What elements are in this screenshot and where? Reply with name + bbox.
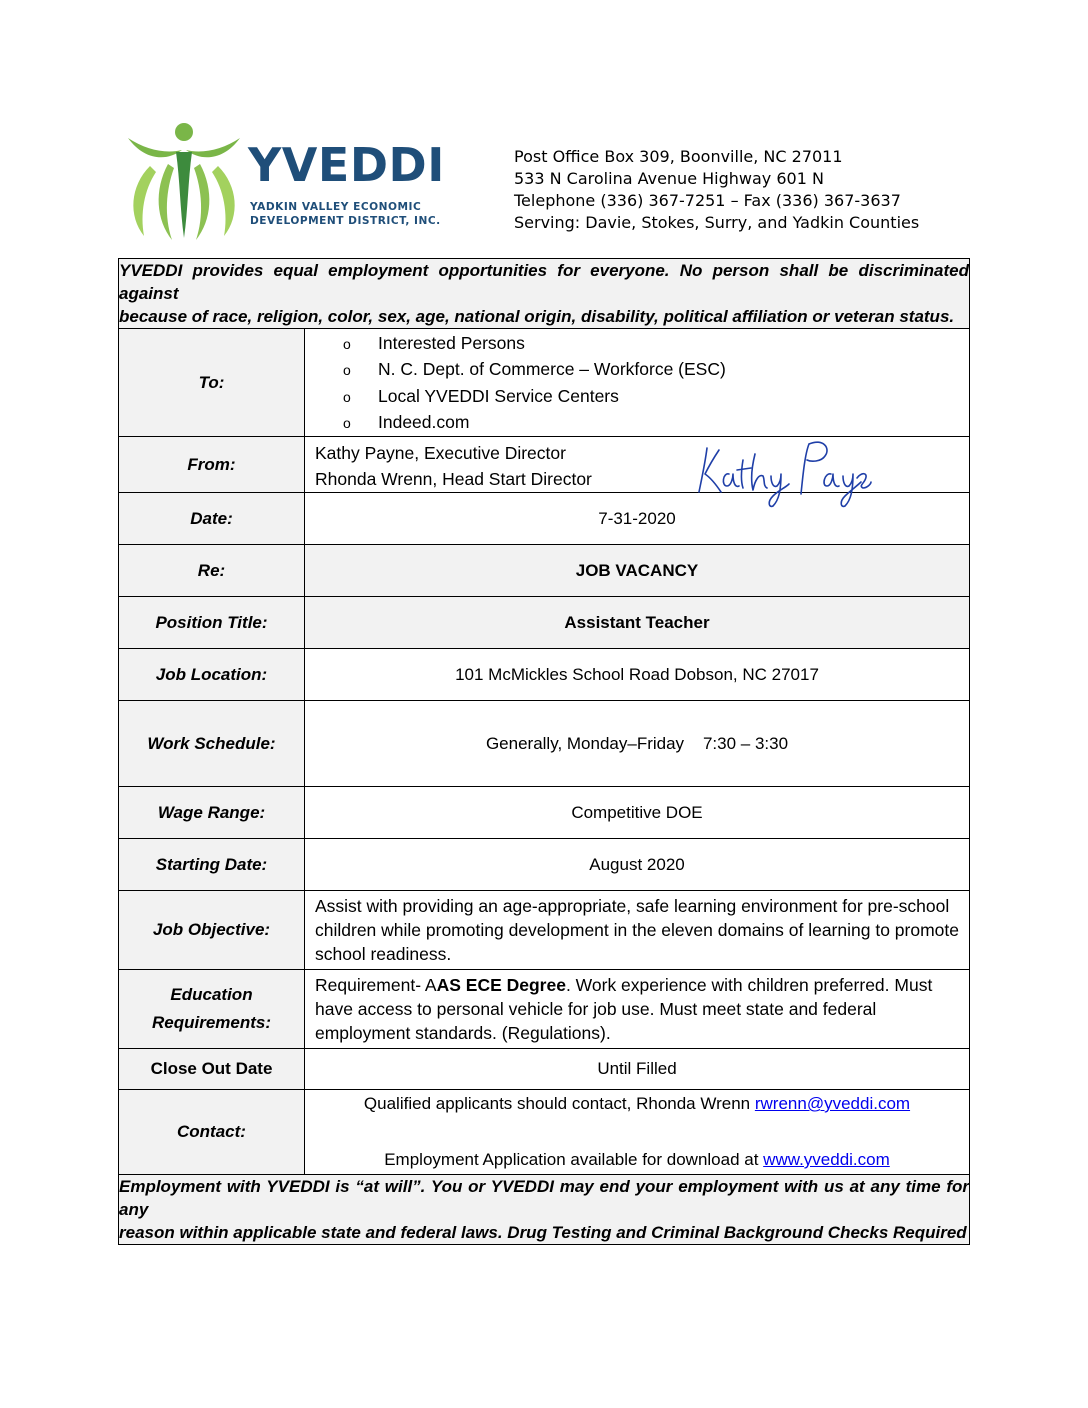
bullet-icon: o xyxy=(343,388,351,405)
contact-spacer xyxy=(305,1118,969,1146)
table-row xyxy=(119,437,970,493)
recipient: Local YVEDDI Service Centers xyxy=(378,385,619,406)
bullet-icon: o xyxy=(343,335,351,352)
education-label xyxy=(119,970,305,1049)
close-out-label: Close Out Date xyxy=(119,1049,305,1090)
contact-text: Qualified applicants should contact, Rhonda Wrenn xyxy=(363,1094,755,1113)
table-row xyxy=(119,787,970,839)
vacancy-table xyxy=(118,258,970,1245)
address-line: Telephone (336) 367-7251 – Fax (336) 367-3637 xyxy=(514,191,901,210)
re-label: Re: xyxy=(119,545,305,597)
from-line: Kathy Payne, Executive Director xyxy=(315,442,566,463)
job-location-label: Job Location: xyxy=(119,649,305,701)
table-row xyxy=(119,839,970,891)
list-item xyxy=(343,356,969,383)
contact-line xyxy=(305,1090,969,1118)
logo-subtitle-line: YADKIN VALLEY ECONOMIC xyxy=(250,201,422,213)
list-item xyxy=(343,330,969,357)
table-row xyxy=(119,701,970,787)
contact-text: Employment Application available for download at xyxy=(384,1150,764,1169)
address-block xyxy=(514,146,919,234)
re-value: JOB VACANCY xyxy=(305,545,970,597)
at-will-notice xyxy=(119,1175,970,1245)
address-line: 533 N Carolina Avenue Highway 601 N xyxy=(514,169,824,188)
eeo-notice xyxy=(119,259,970,329)
recipient: N. C. Dept. of Commerce – Workforce (ESC) xyxy=(378,359,726,379)
notice-line: because of race, religion, color, sex, age, national origin, disability, political affiliation or veteran status. xyxy=(119,307,955,326)
recipient: Interested Persons xyxy=(378,332,525,353)
address-line: Serving: Davie, Stokes, Surry, and Yadkin Counties xyxy=(514,213,920,232)
education-degree: AS ECE Degree xyxy=(436,975,566,995)
table-row xyxy=(119,545,970,597)
to-value xyxy=(305,329,970,437)
to-label: To: xyxy=(119,329,305,437)
date-value: 7-31-2020 xyxy=(305,493,970,545)
recipient: Indeed.com xyxy=(378,412,470,432)
list-item xyxy=(343,383,969,410)
table-row xyxy=(119,329,970,437)
logo-subtitle-line: DEVELOPMENT DISTRICT, INC. xyxy=(250,215,441,227)
bullet-icon: o xyxy=(343,362,351,378)
education-prefix: Requirement- A xyxy=(315,975,437,995)
notice-line: Employment with YVEDDI is “at will”. You or YVEDDI may end your employment with us at any time for any xyxy=(119,1177,969,1219)
job-objective-label: Job Objective: xyxy=(119,891,305,970)
table-row xyxy=(119,1175,970,1245)
from-line: Rhonda Wrenn, Head Start Director xyxy=(315,468,592,489)
education-text xyxy=(305,970,969,1048)
list-item xyxy=(343,409,969,436)
table-row xyxy=(119,891,970,970)
contact-value xyxy=(305,1090,970,1175)
job-location-value: 101 McMickles School Road Dobson, NC 27017 xyxy=(305,649,970,701)
table-row xyxy=(119,1049,970,1090)
work-schedule-value: Generally, Monday–Friday 7:30 – 3:30 xyxy=(305,701,970,787)
date-label: Date: xyxy=(119,493,305,545)
contact-line xyxy=(305,1146,969,1174)
yveddi-logo xyxy=(124,120,454,242)
close-out-value: Until Filled xyxy=(305,1049,970,1090)
job-objective-text: Assist with providing an age-appropriate, safe learning environment for pre-school children while promoting development in the eleven domains of learning to promote school readiness. xyxy=(315,896,959,964)
work-schedule-label: Work Schedule: xyxy=(119,701,305,787)
logo-figure-icon xyxy=(124,120,248,242)
position-title-value: Assistant Teacher xyxy=(305,597,970,649)
from-label: From: xyxy=(119,437,305,493)
from-value xyxy=(305,437,970,493)
recipient-list xyxy=(305,330,969,436)
wage-range-label: Wage Range: xyxy=(119,787,305,839)
contact-label: Contact: xyxy=(119,1090,305,1175)
table-row xyxy=(119,1090,970,1175)
logo-wordmark: YVEDDI xyxy=(248,138,445,192)
bullet-icon: o xyxy=(343,415,351,431)
job-objective-value xyxy=(305,891,970,970)
address-line: Post Office Box 309, Boonville, NC 27011 xyxy=(514,147,843,166)
starting-date-label: Starting Date: xyxy=(119,839,305,891)
notice-line: YVEDDI provides equal employment opportunities for everyone. No person shall be discriminated against xyxy=(119,261,969,303)
logo-subtitle xyxy=(250,200,441,228)
education-label-line: Requirements: xyxy=(151,1013,272,1032)
education-rest: . Work experience with children preferred. Must have access to personal vehicle for job use. Must meet state and federal employment standards. (Regulations). xyxy=(315,975,933,1043)
notice-line: reason within applicable state and federal laws. Drug Testing and Criminal Background Checks Required xyxy=(119,1223,967,1242)
table-row xyxy=(119,259,970,329)
wage-range-value: Competitive DOE xyxy=(305,787,970,839)
position-title-label: Position Title: xyxy=(119,597,305,649)
signature-icon xyxy=(693,434,873,512)
email-link[interactable]: rwrenn@yveddi.com xyxy=(754,1094,911,1113)
education-label-line: Education xyxy=(170,985,253,1004)
table-row xyxy=(119,649,970,701)
education-value xyxy=(305,970,970,1049)
table-row xyxy=(119,970,970,1049)
website-link[interactable]: www.yveddi.com xyxy=(763,1150,890,1169)
starting-date-value: August 2020 xyxy=(305,839,970,891)
table-row xyxy=(119,597,970,649)
